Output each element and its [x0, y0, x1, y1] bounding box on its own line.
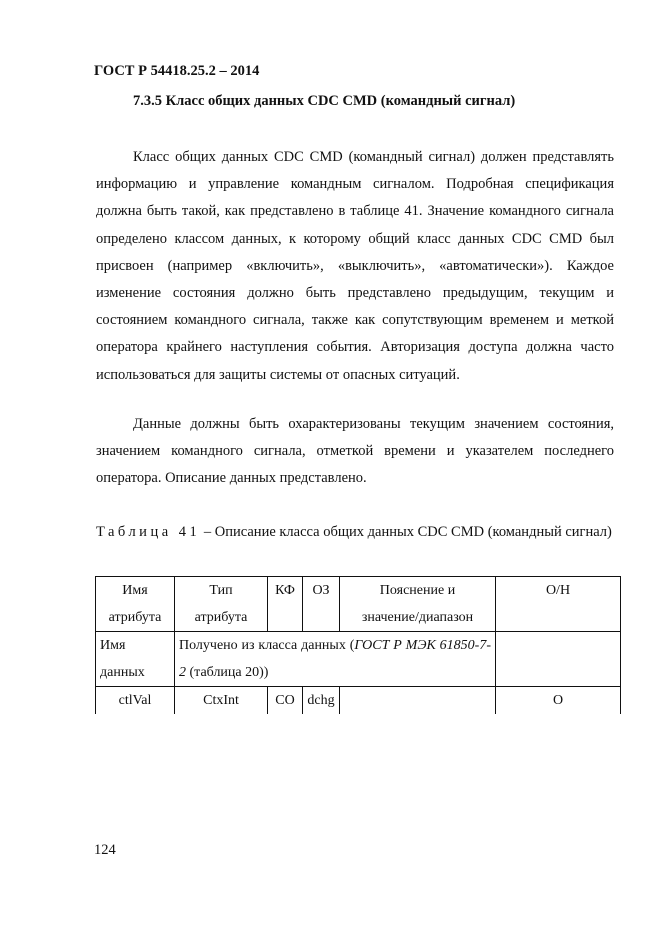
- row-trg: dchg: [303, 687, 340, 715]
- table-caption: [96, 520, 614, 545]
- header-fc: КФ: [268, 577, 303, 632]
- row-fc: CO: [268, 687, 303, 715]
- paragraph-1-text: Класс общих данных CDC CMD (командный сигнал) должен представлять информацию и управление командным сигналом. Подробная спецификация должна быть такой, как представлено в таблице 41. Значение командного сигнала определено классом данных, к которому общий класс данных CDC CMD был присвоен (например «включить», «выключить», «автоматически»). Каждое изменение состояния должно быть представлено предыдущим, текущим и состоянием командного сигнала, также как сопутствующим временем и меткой оператора крайнего наступления события. Авторизация доступа должна часто использоваться для защиты системы от опасных ситуаций.: [96, 149, 614, 383]
- inherit-row-name-line2: данных: [100, 665, 145, 680]
- inherit-row-name-line1: Имя: [100, 638, 126, 653]
- inherit-row-source: [175, 632, 496, 687]
- header-attribute-name: [96, 577, 175, 632]
- header-mo: О/Н: [496, 577, 621, 632]
- table-caption-label: Таблица 41: [96, 524, 201, 540]
- attribute-table: [95, 576, 621, 714]
- table-row: [96, 687, 621, 715]
- row-attribute-name: ctlVal: [96, 687, 175, 715]
- document-code: ГОСТ Р 54418.25.2 – 2014: [94, 63, 260, 79]
- page-number: 124: [94, 842, 116, 858]
- header-trg: ОЗ: [303, 577, 340, 632]
- table-caption-text: – Описание класса общих данных CDC CMD (командный сигнал): [200, 524, 612, 540]
- inherit-row-name: [96, 632, 175, 687]
- table-header-row: [96, 577, 621, 632]
- inherit-row-mo: [496, 632, 621, 687]
- paragraph-2-text: Данные должны быть охарактеризованы текущим значением состояния, значением командного сигнала, отметкой времени и указателем последнего оператора. Описание данных представлено.: [96, 416, 614, 487]
- paragraph-1: [96, 144, 614, 389]
- header-attribute-name-line2: атрибута: [108, 610, 162, 625]
- header-attribute-name-line1: Имя: [122, 583, 148, 598]
- row-attribute-type: CtxInt: [175, 687, 268, 715]
- header-description-line1: Пояснение и: [379, 583, 456, 598]
- paragraph-2: [96, 411, 614, 493]
- header-attribute-type-line1: Тип: [209, 583, 233, 598]
- table-inherit-row: [96, 632, 621, 687]
- row-mo: O: [496, 687, 621, 715]
- inherit-row-source-reference: ГОСТ Р МЭК 61850-7-2: [179, 638, 492, 680]
- inherit-row-source-suffix: (таблица 20)): [186, 665, 269, 680]
- header-attribute-type-line2: атрибута: [194, 610, 248, 625]
- section-heading: 7.3.5 Класс общих данных CDC CMD (командный сигнал): [133, 93, 516, 109]
- inherit-row-source-prefix: Получено из класса данных (: [179, 638, 355, 653]
- header-description-line2: значение/диапазон: [361, 610, 474, 625]
- header-description: [340, 577, 496, 632]
- row-description: [340, 687, 496, 715]
- header-attribute-type: [175, 577, 268, 632]
